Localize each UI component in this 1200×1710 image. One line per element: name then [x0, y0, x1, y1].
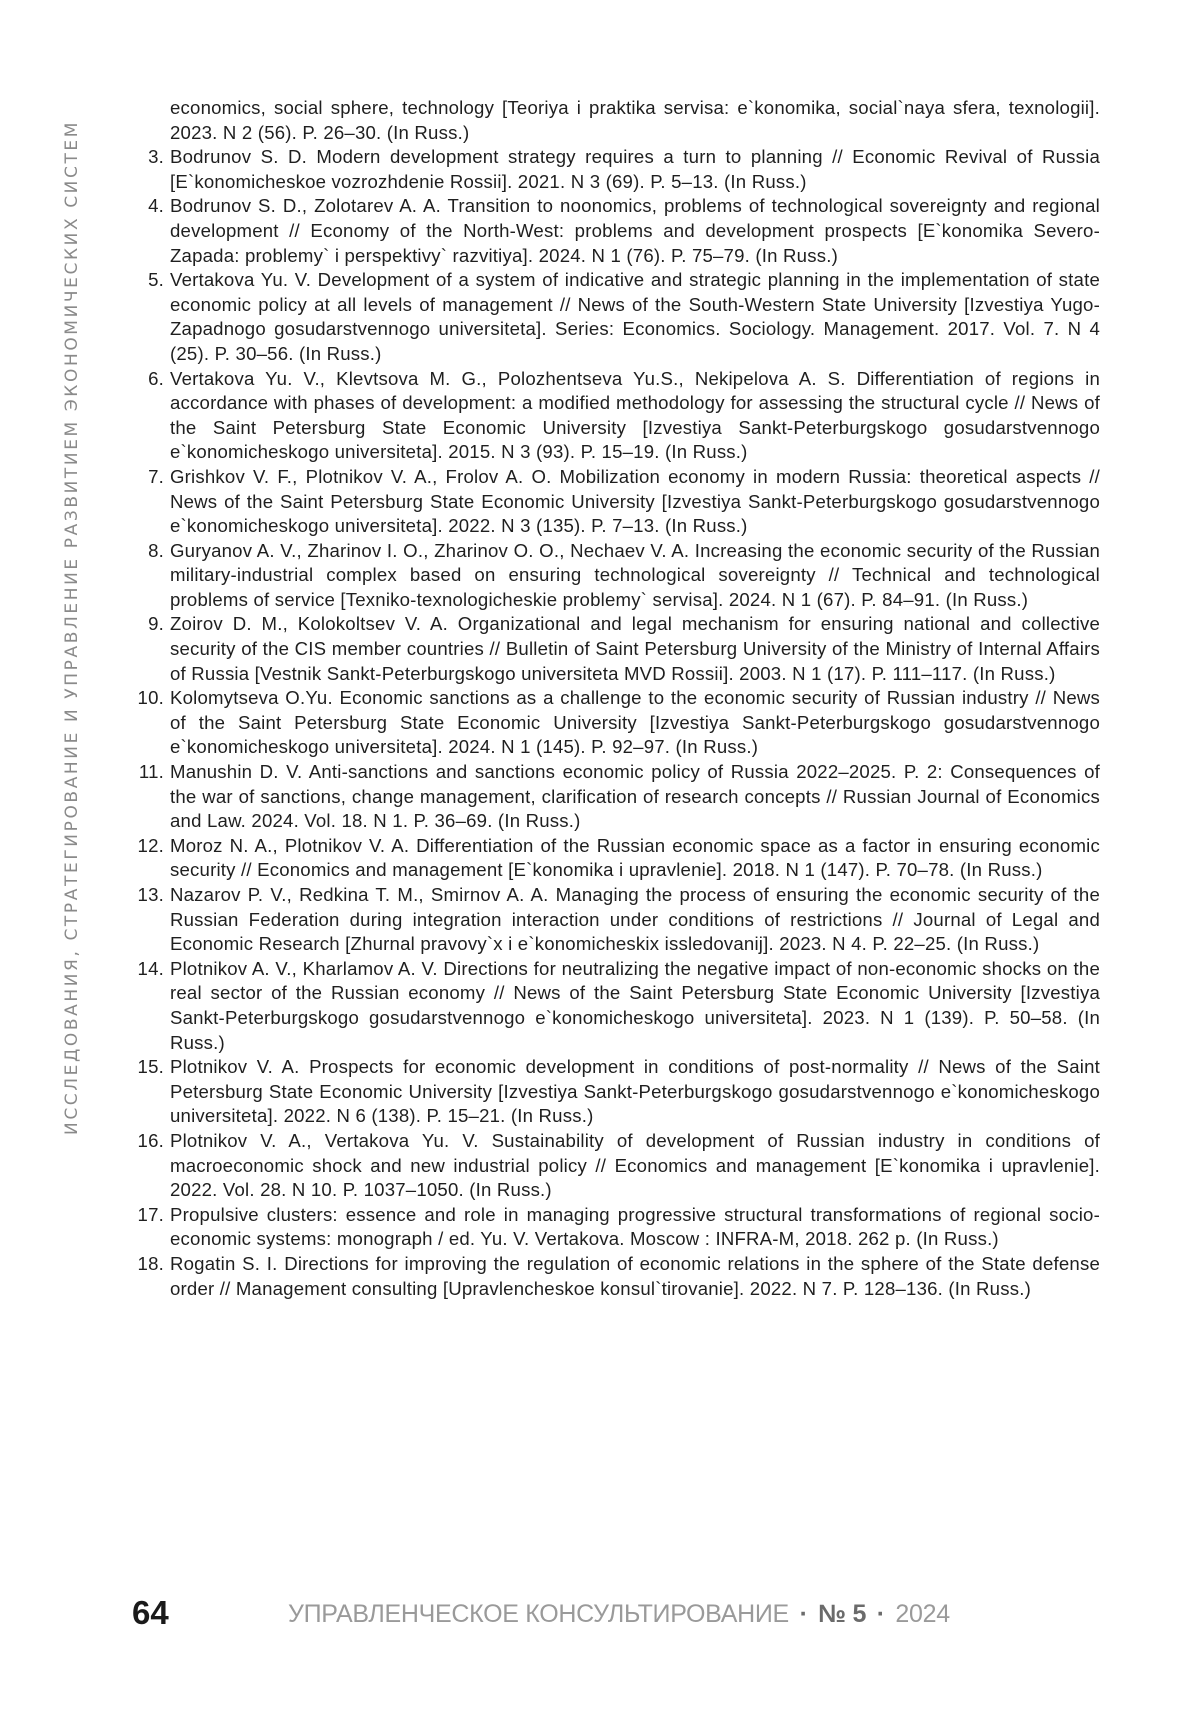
- reference-item: [128, 883, 1100, 957]
- running-section-title: ИССЛЕДОВАНИЯ, СТРАТЕГИРОВАНИЕ И УПРАВЛЕНИЕ РАЗВИТИЕМ ЭКОНОМИЧЕСКИХ СИСТЕМ: [62, 119, 82, 1135]
- reference-number: 17.: [137, 1203, 164, 1225]
- reference-text: Grishkov V. F., Plotnikov V. A., Frolov A. O. Mobilization economy in modern Russia: theoretical aspects // News of the Saint Petersburg State Economic University [Izvestiya Sankt-Peterburgskogo gosudarstvennogo e`konomicheskogo universiteta]. 2022. N 3 (135). P. 7–13. (In Russ.): [170, 465, 1100, 537]
- reference-number: 4.: [148, 195, 164, 217]
- reference-text: Moroz N. A., Plotnikov V. A. Differentiation of the Russian economic space as a factor in ensuring economic security // Economics and management [E`konomika i upravlenie]. 2018. N 1 (147). P. 70–78. (In Russ.): [170, 834, 1100, 881]
- reference-text: Bodrunov S. D., Zolotarev A. A. Transition to noonomics, problems of technological sovereignty and regional development // Economy of the North-West: problems and development prospects [E`konomika Severo-Zapada: problemy` i perspektivy` razvitiya]. 2024. N 1 (76). P. 75–79. (In Russ.): [170, 195, 1100, 266]
- reference-item: [128, 1203, 1100, 1252]
- reference-item: [128, 194, 1100, 268]
- reference-number: 10.: [137, 687, 164, 709]
- reference-number: 6.: [148, 367, 164, 389]
- reference-item: [128, 834, 1100, 883]
- reference-number: 12.: [137, 834, 164, 856]
- reference-text: Nazarov P. V., Redkina T. M., Smirnov A. A. Managing the process of ensuring the economic security of the Russian Federation during integration interaction under conditions of restrictions // Journal of Legal and Economic Research [Zhurnal pravovy`x i e`konomicheskix issledovanij]. 2023. N 4. P. 22–25. (In Russ.): [170, 884, 1100, 955]
- reference-number: 9.: [148, 613, 164, 635]
- reference-text: Rogatin S. I. Directions for improving the regulation of economic relations in the sphere of the State defense order // Management consulting [Upravlencheskoe konsul`tirovanie]. 2022. N 7. P. 128–136. (In Russ.): [170, 1252, 1100, 1299]
- issue-year: 2024: [895, 1600, 950, 1628]
- reference-text: Plotnikov V. A., Vertakova Yu. V. Sustainability of development of Russian industry in conditions of macroeconomic shock and new industrial policy // Economics and management [E`konomika i upravlenie]. 2022. Vol. 28. N 10. P. 1037–1050. (In Russ.): [170, 1129, 1100, 1201]
- issue-number: № 5: [818, 1600, 867, 1628]
- journal-footer: [288, 1600, 950, 1629]
- page-number: 64: [132, 1594, 169, 1631]
- reference-number: 8.: [148, 539, 164, 561]
- reference-text: Kolomytseva O.Yu. Economic sanctions as a challenge to the economic security of Russian industry // News of the Saint Petersburg State Economic University [Izvestiya Sankt-Peterburgskogo gosudarstvennogo e`konomicheskogo universiteta]. 2024. N 1 (145). P. 92–97. (In Russ.): [170, 687, 1100, 758]
- reference-item: [128, 539, 1100, 613]
- reference-list: [128, 96, 1100, 1301]
- reference-text: Vertakova Yu. V. Development of a system of indicative and strategic planning in the implementation of state economic policy at all levels of management // News of the South-Western State University [Izvestiya Yugo-Zapadnogo gosudarstvennogo universiteta]. Series: Economics. Sociology. Management. 2017. Vol. 7. N 4 (25). P. 30–56. (In Russ.): [170, 269, 1100, 364]
- reference-number: 5.: [148, 269, 164, 291]
- reference-number: 3.: [148, 146, 164, 168]
- reference-number: 14.: [137, 957, 164, 979]
- reference-item: [128, 1055, 1100, 1129]
- reference-text: Plotnikov A. V., Kharlamov A. V. Directions for neutralizing the negative impact of non-economic shocks on the real sector of the Russian economy // News of the Saint Petersburg State Economic University [Izvestiya Sankt-Peterburgskogo gosudarstvennogo e`konomicheskogo universiteta]. 2023. N 1 (139). P. 50–58. (In Russ.): [170, 957, 1100, 1053]
- reference-item: [128, 145, 1100, 194]
- reference-item: [128, 957, 1100, 1055]
- reference-number: 13.: [137, 884, 164, 905]
- reference-item: [128, 760, 1100, 834]
- reference-text: Plotnikov V. A. Prospects for economic development in conditions of post-normality // News of the Saint Petersburg State Economic University [Izvestiya Sankt-Peterburgskogo gosudarstvennogo e`konomicheskogo universiteta]. 2022. N 6 (138). P. 15–21. (In Russ.): [170, 1056, 1100, 1127]
- reference-text: Manushin D. V. Anti-sanctions and sanctions economic policy of Russia 2022–2025. P. 2: Consequences of the war of sanctions, change management, clarification of research concepts // Russian Journal of Economics and Law. 2024. Vol. 18. N 1. P. 36–69. (In Russ.): [170, 761, 1100, 832]
- reference-text: Vertakova Yu. V., Klevtsova M. G., Polozhentseva Yu.S., Nekipelova A. S. Differentiation of regions in accordance with phases of development: a modified methodology for assessing the structural cycle // News of the Saint Petersburg State Economic University [Izvestiya Sankt-Peterburgskogo gosudarstvennogo e`konomicheskogo universiteta]. 2015. N 3 (93). P. 15–19. (In Russ.): [170, 367, 1100, 463]
- journal-title: УПРАВЛЕНЧЕСКОЕ КОНСУЛЬТИРОВАНИЕ: [288, 1600, 789, 1628]
- reference-text: economics, social sphere, technology [Teoriya i praktika servisa: e`konomika, social`naya sfera, texnologii]. 2023. N 2 (56). P. 26–30. (In Russ.): [170, 97, 1100, 143]
- reference-text: Guryanov A. V., Zharinov I. O., Zharinov O. O., Nechaev V. A. Increasing the economic security of the Russian military-industrial complex based on ensuring technological sovereignty // Technical and technological problems of service [Texniko-texnologicheskie problemy` servisa]. 2024. N 1 (67). P. 84–91. (In Russ.): [170, 539, 1100, 610]
- reference-item: [128, 465, 1100, 539]
- reference-item: [128, 268, 1100, 366]
- reference-number: 15.: [137, 1056, 164, 1078]
- reference-item: [128, 1129, 1100, 1203]
- reference-number: 7.: [148, 465, 164, 487]
- reference-text: Propulsive clusters: essence and role in managing progressive structural transformations of regional socio-economic systems: monograph / ed. Yu. V. Vertakova. Moscow : INFRA-M, 2018. 262 p. (In Russ.): [170, 1203, 1100, 1250]
- reference-item: [128, 612, 1100, 686]
- reference-item: [128, 96, 1100, 145]
- reference-item: [128, 686, 1100, 760]
- reference-item: [128, 367, 1100, 465]
- reference-text: Bodrunov S. D. Modern development strategy requires a turn to planning // Economic Revival of Russia [E`konomicheskoe vozrozhdenie Rossii]. 2021. N 3 (69). P. 5–13. (In Russ.): [170, 146, 1100, 192]
- reference-number: 16.: [137, 1129, 164, 1151]
- reference-number: 18.: [137, 1252, 164, 1274]
- reference-text: Zoirov D. M., Kolokoltsev V. A. Organizational and legal mechanism for ensuring national and collective security of the CIS member countries // Bulletin of Saint Petersburg University of the Ministry of Internal Affairs of Russia [Vestnik Sankt-Peterburgskogo universiteta MVD Rossii]. 2003. N 1 (17). P. 111–117. (In Russ.): [170, 613, 1100, 684]
- reference-item: [128, 1252, 1100, 1301]
- footer-separator: ·: [876, 1600, 885, 1628]
- reference-number: 11.: [138, 761, 164, 783]
- footer-separator: ·: [799, 1600, 808, 1628]
